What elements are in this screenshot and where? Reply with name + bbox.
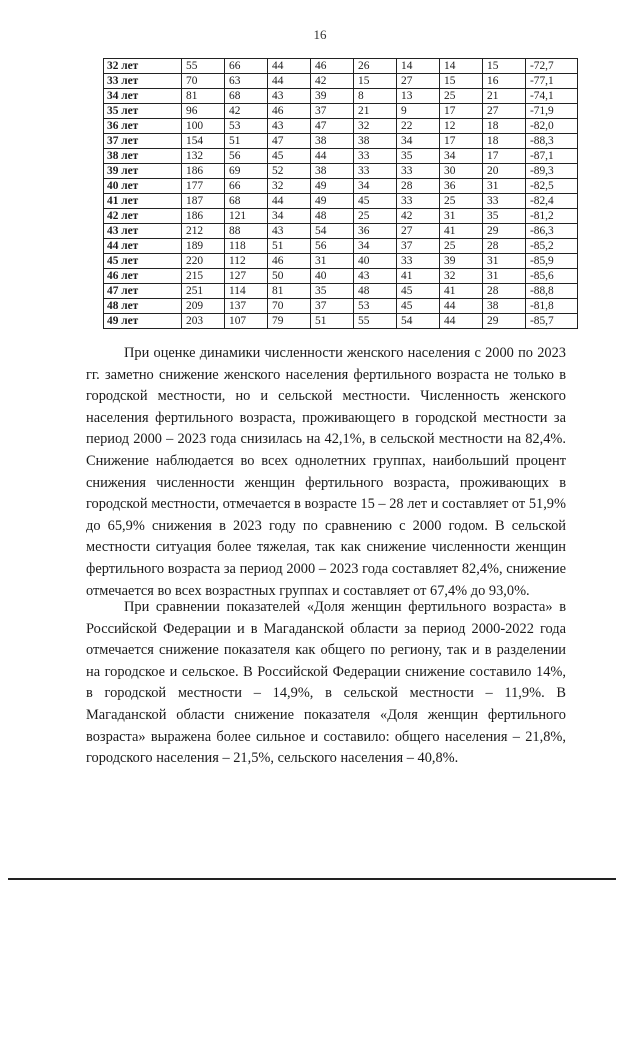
- value-cell: 41: [440, 224, 483, 239]
- age-label-cell: 45 лет: [104, 254, 182, 269]
- value-cell: 43: [354, 269, 397, 284]
- value-cell: 33: [354, 149, 397, 164]
- value-cell: -89,3: [526, 164, 578, 179]
- value-cell: 154: [182, 134, 225, 149]
- value-cell: 33: [483, 194, 526, 209]
- value-cell: 33: [354, 164, 397, 179]
- value-cell: 33: [397, 254, 440, 269]
- table-row: [104, 74, 578, 89]
- value-cell: -74,1: [526, 89, 578, 104]
- age-label-cell: 34 лет: [104, 89, 182, 104]
- value-cell: 81: [182, 89, 225, 104]
- age-label-cell: 47 лет: [104, 284, 182, 299]
- table-row: [104, 89, 578, 104]
- value-cell: -71,9: [526, 104, 578, 119]
- value-cell: 79: [268, 314, 311, 329]
- value-cell: 46: [311, 59, 354, 74]
- value-cell: 38: [311, 164, 354, 179]
- value-cell: 13: [397, 89, 440, 104]
- value-cell: 121: [225, 209, 268, 224]
- value-cell: 52: [268, 164, 311, 179]
- value-cell: -88,3: [526, 134, 578, 149]
- value-cell: 114: [225, 284, 268, 299]
- table-row: [104, 224, 578, 239]
- value-cell: 49: [311, 179, 354, 194]
- table-row: [104, 209, 578, 224]
- value-cell: 39: [440, 254, 483, 269]
- age-label-cell: 40 лет: [104, 179, 182, 194]
- value-cell: 28: [483, 284, 526, 299]
- value-cell: 118: [225, 239, 268, 254]
- value-cell: 56: [311, 239, 354, 254]
- value-cell: -81,2: [526, 209, 578, 224]
- value-cell: -87,1: [526, 149, 578, 164]
- table-row: [104, 284, 578, 299]
- value-cell: 36: [354, 224, 397, 239]
- value-cell: 32: [268, 179, 311, 194]
- age-label-cell: 33 лет: [104, 74, 182, 89]
- value-cell: -85,2: [526, 239, 578, 254]
- value-cell: 49: [311, 194, 354, 209]
- paragraph-text: При оценке динамики численности женского населения с 2000 по 2023 гг. заметно снижение женского населения фертильного возраста не только в городской местности, но и сельской местности. Численность женского населения фертильного возраста, проживающего в городской местности за период 2000 – 2023 года снизилась на 42,1%, в сельской местности на 82,4%. Снижение наблюдается во всех однолетних группах, наибольший процент снижения численности женщин фертильного возраста, проживающих в городской местности, отмечается в возрасте 15 – 28 лет и составляет от 51,9% до 65,9% снижения в 2023 году по сравнению с 2000 годом. В сельской местности ситуация более тяжелая, так как снижение численности женщин фертильного возраста за период 2000 – 2023 года составляет 82,4%, снижение отмечается во всех возрастных группах и составляет от 67,4% до 93,0%.: [86, 345, 566, 599]
- value-cell: 44: [440, 314, 483, 329]
- value-cell: 137: [225, 299, 268, 314]
- value-cell: 34: [354, 179, 397, 194]
- value-cell: 16: [483, 74, 526, 89]
- page-number: 16: [313, 27, 327, 42]
- value-cell: 51: [225, 134, 268, 149]
- value-cell: 32: [354, 119, 397, 134]
- value-cell: 81: [268, 284, 311, 299]
- value-cell: 34: [397, 134, 440, 149]
- table-body: [104, 59, 578, 329]
- value-cell: 20: [483, 164, 526, 179]
- value-cell: 40: [311, 269, 354, 284]
- age-label-cell: 32 лет: [104, 59, 182, 74]
- value-cell: 25: [354, 209, 397, 224]
- value-cell: 37: [311, 299, 354, 314]
- value-cell: 42: [311, 74, 354, 89]
- value-cell: -85,7: [526, 314, 578, 329]
- footer-divider: [8, 878, 616, 880]
- value-cell: 38: [354, 134, 397, 149]
- table-row: [104, 314, 578, 329]
- value-cell: 54: [311, 224, 354, 239]
- value-cell: 37: [397, 239, 440, 254]
- value-cell: 69: [225, 164, 268, 179]
- value-cell: 27: [483, 104, 526, 119]
- table-row: [104, 194, 578, 209]
- value-cell: 25: [440, 194, 483, 209]
- value-cell: 209: [182, 299, 225, 314]
- table-row: [104, 119, 578, 134]
- value-cell: 14: [397, 59, 440, 74]
- table-row: [104, 59, 578, 74]
- paragraph-2: [86, 597, 566, 770]
- value-cell: -82,5: [526, 179, 578, 194]
- value-cell: 55: [182, 59, 225, 74]
- age-label-cell: 37 лет: [104, 134, 182, 149]
- value-cell: 28: [397, 179, 440, 194]
- value-cell: 41: [397, 269, 440, 284]
- value-cell: 55: [354, 314, 397, 329]
- value-cell: 44: [268, 59, 311, 74]
- value-cell: 53: [354, 299, 397, 314]
- table-row: [104, 239, 578, 254]
- value-cell: 9: [397, 104, 440, 119]
- value-cell: 32: [440, 269, 483, 284]
- value-cell: 186: [182, 209, 225, 224]
- value-cell: 177: [182, 179, 225, 194]
- value-cell: 29: [483, 224, 526, 239]
- value-cell: 25: [440, 239, 483, 254]
- value-cell: 35: [483, 209, 526, 224]
- value-cell: 29: [483, 314, 526, 329]
- value-cell: 70: [182, 74, 225, 89]
- value-cell: 50: [268, 269, 311, 284]
- value-cell: -72,7: [526, 59, 578, 74]
- value-cell: 51: [311, 314, 354, 329]
- table-row: [104, 164, 578, 179]
- value-cell: 251: [182, 284, 225, 299]
- value-cell: 15: [483, 59, 526, 74]
- value-cell: 38: [483, 299, 526, 314]
- value-cell: 112: [225, 254, 268, 269]
- value-cell: 34: [440, 149, 483, 164]
- value-cell: 31: [483, 269, 526, 284]
- value-cell: 12: [440, 119, 483, 134]
- value-cell: 66: [225, 59, 268, 74]
- value-cell: -88,8: [526, 284, 578, 299]
- value-cell: 220: [182, 254, 225, 269]
- value-cell: 47: [311, 119, 354, 134]
- age-label-cell: 46 лет: [104, 269, 182, 284]
- value-cell: 21: [354, 104, 397, 119]
- value-cell: 66: [225, 179, 268, 194]
- value-cell: -81,8: [526, 299, 578, 314]
- value-cell: 18: [483, 134, 526, 149]
- value-cell: 45: [354, 194, 397, 209]
- age-label-cell: 38 лет: [104, 149, 182, 164]
- age-label-cell: 43 лет: [104, 224, 182, 239]
- value-cell: 15: [440, 74, 483, 89]
- value-cell: 46: [268, 104, 311, 119]
- value-cell: 212: [182, 224, 225, 239]
- paragraph-text: При сравнении показателей «Доля женщин фертильного возраста» в Российской Федерации и в Магаданской области за период 2000-2022 года отмечается снижение показателя как общего по региону, так и в разделении на городское и сельское. В Российской Федерации снижение составило 14%, в городской местности – 14,9%, в сельской местности – 11,9%. В Магаданской области снижение показателя «Доля женщин фертильного возраста» выражена более сильное и составило: общего населения – 21,8%, городского населения – 21,5%, сельского населения – 40,8%.: [86, 599, 566, 767]
- value-cell: 68: [225, 89, 268, 104]
- age-label-cell: 48 лет: [104, 299, 182, 314]
- value-cell: 39: [311, 89, 354, 104]
- value-cell: 31: [483, 179, 526, 194]
- value-cell: -82,4: [526, 194, 578, 209]
- value-cell: 31: [311, 254, 354, 269]
- value-cell: 132: [182, 149, 225, 164]
- table-row: [104, 149, 578, 164]
- value-cell: 44: [311, 149, 354, 164]
- table-row: [104, 254, 578, 269]
- age-label-cell: 41 лет: [104, 194, 182, 209]
- value-cell: 34: [268, 209, 311, 224]
- table-row: [104, 299, 578, 314]
- value-cell: 47: [268, 134, 311, 149]
- value-cell: 31: [483, 254, 526, 269]
- value-cell: 68: [225, 194, 268, 209]
- paragraph-1: [86, 343, 566, 602]
- age-label-cell: 36 лет: [104, 119, 182, 134]
- value-cell: 42: [397, 209, 440, 224]
- value-cell: 189: [182, 239, 225, 254]
- value-cell: 30: [440, 164, 483, 179]
- value-cell: 42: [225, 104, 268, 119]
- value-cell: -86,3: [526, 224, 578, 239]
- value-cell: 18: [483, 119, 526, 134]
- age-data-table: [103, 58, 578, 329]
- value-cell: 27: [397, 74, 440, 89]
- value-cell: 35: [311, 284, 354, 299]
- value-cell: -77,1: [526, 74, 578, 89]
- value-cell: 88: [225, 224, 268, 239]
- value-cell: 51: [268, 239, 311, 254]
- value-cell: 35: [397, 149, 440, 164]
- value-cell: 48: [354, 284, 397, 299]
- value-cell: 215: [182, 269, 225, 284]
- value-cell: 25: [440, 89, 483, 104]
- table-row: [104, 179, 578, 194]
- value-cell: 46: [268, 254, 311, 269]
- value-cell: 70: [268, 299, 311, 314]
- value-cell: 56: [225, 149, 268, 164]
- value-cell: 31: [440, 209, 483, 224]
- value-cell: 203: [182, 314, 225, 329]
- value-cell: 17: [483, 149, 526, 164]
- value-cell: 22: [397, 119, 440, 134]
- value-cell: 53: [225, 119, 268, 134]
- value-cell: 45: [397, 299, 440, 314]
- value-cell: 127: [225, 269, 268, 284]
- value-cell: -85,9: [526, 254, 578, 269]
- value-cell: 187: [182, 194, 225, 209]
- value-cell: 27: [397, 224, 440, 239]
- table-row: [104, 269, 578, 284]
- value-cell: 44: [268, 194, 311, 209]
- value-cell: 28: [483, 239, 526, 254]
- value-cell: 44: [440, 299, 483, 314]
- value-cell: 15: [354, 74, 397, 89]
- value-cell: 45: [397, 284, 440, 299]
- value-cell: 43: [268, 89, 311, 104]
- value-cell: 38: [311, 134, 354, 149]
- value-cell: 8: [354, 89, 397, 104]
- table-row: [104, 134, 578, 149]
- value-cell: 96: [182, 104, 225, 119]
- value-cell: 34: [354, 239, 397, 254]
- age-label-cell: 42 лет: [104, 209, 182, 224]
- value-cell: -82,0: [526, 119, 578, 134]
- value-cell: 100: [182, 119, 225, 134]
- age-label-cell: 44 лет: [104, 239, 182, 254]
- table-row: [104, 104, 578, 119]
- value-cell: 36: [440, 179, 483, 194]
- value-cell: 21: [483, 89, 526, 104]
- value-cell: 17: [440, 104, 483, 119]
- value-cell: 40: [354, 254, 397, 269]
- value-cell: 54: [397, 314, 440, 329]
- value-cell: 33: [397, 164, 440, 179]
- age-label-cell: 35 лет: [104, 104, 182, 119]
- value-cell: 186: [182, 164, 225, 179]
- value-cell: 48: [311, 209, 354, 224]
- value-cell: 63: [225, 74, 268, 89]
- value-cell: 45: [268, 149, 311, 164]
- value-cell: 26: [354, 59, 397, 74]
- value-cell: 37: [311, 104, 354, 119]
- value-cell: 44: [268, 74, 311, 89]
- value-cell: 43: [268, 224, 311, 239]
- value-cell: 43: [268, 119, 311, 134]
- value-cell: 17: [440, 134, 483, 149]
- value-cell: 14: [440, 59, 483, 74]
- value-cell: -85,6: [526, 269, 578, 284]
- age-label-cell: 39 лет: [104, 164, 182, 179]
- age-label-cell: 49 лет: [104, 314, 182, 329]
- value-cell: 33: [397, 194, 440, 209]
- value-cell: 107: [225, 314, 268, 329]
- value-cell: 41: [440, 284, 483, 299]
